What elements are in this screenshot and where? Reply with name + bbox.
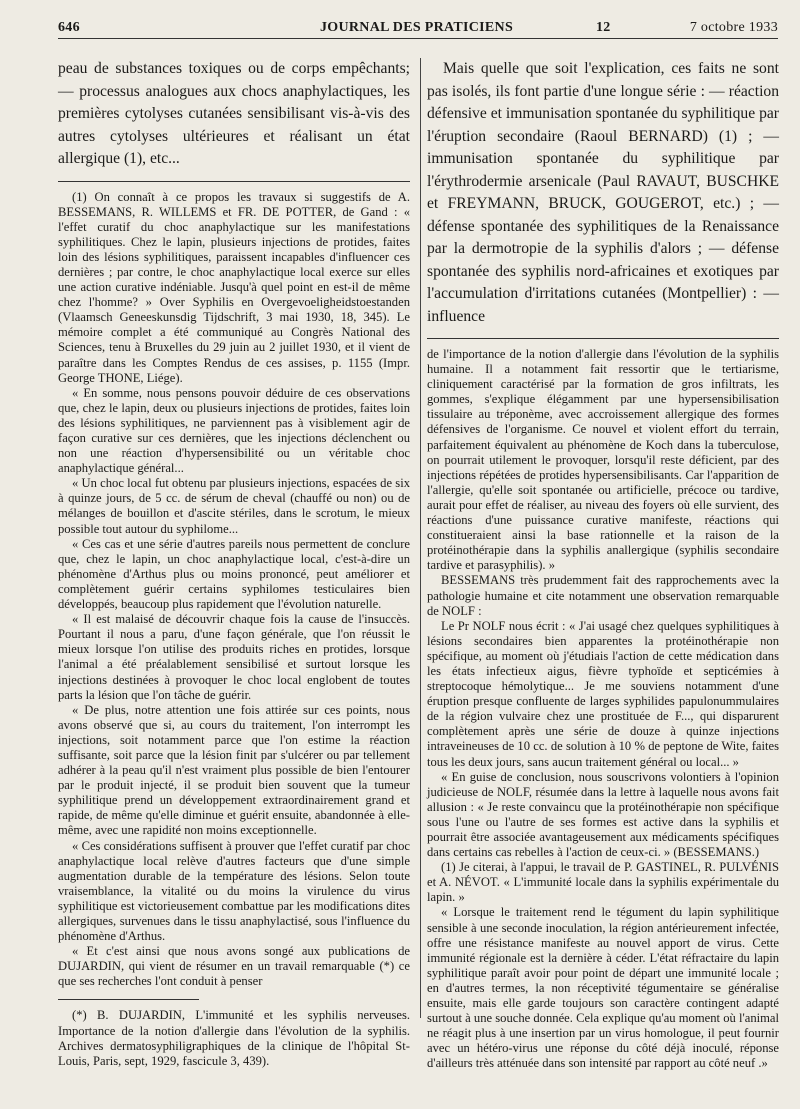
page-header	[58, 14, 778, 38]
journal-title: JOURNAL DES PRATICIENS	[320, 20, 514, 35]
left-note-paragraph: « Il est malaisé de découvrir chaque fois la cause de l'insuccès. Pourtant il nous a paru, d'une façon générale, que l'on réussit le mieux lorsque l'on utilise des produits riches en protides, lorsque l'animal a été préalablement sensibilisé et surtout lorsque les injections destinées à provoquer le choc local englobent de toutes parts la lésion que l'on tâche de guérir.	[58, 612, 410, 702]
left-note-paragraph: « En somme, nous pensons pouvoir déduire de ces observations que, chez le lapin, deux ou plusieurs injections de protides, faites loin des lésions syphilitiques, ne parviennent pas à visiblement agir de façon curative sur ces dernières, que les injections déclenchent ou non une réaction d'hypersensibilité ou un véritable choc anaphylactique général...	[58, 385, 410, 476]
issue-date: 7 octobre 1933	[689, 20, 778, 35]
left-note-paragraph: « Ces cas et une série d'autres pareils nous permettent de conclure que, chez le lapin, un choc anaphylactique local, c'est-à-dire un phénomène d'Arthus plus ou moins prononcé, peut améliorer et complètement guérir certains syphilomes testiculaires bien développés, beaucoup plus rapidement que l'évolution naturelle.	[58, 536, 410, 612]
right-note-paragraph: « En guise de conclusion, nous souscrivons volontiers à l'opinion judicieuse de NOLF, résumée dans la lettre à laquelle nous avons fait allusion : « Je reste convaincu que la protéinothérapie non spécifique sous l'une ou l'autre de ses formes est active dans la syphilis et pourrait être associée avantageusement aux médicaments spécifiques dans certains cas rebelles à l'action de ceux-ci. » (BESSEMANS.)	[427, 769, 779, 860]
right-column	[427, 58, 779, 1071]
left-separator	[58, 181, 410, 182]
page-number: 646	[58, 20, 80, 35]
left-note-paragraph: (1) On connaît à ce propos les travaux si suggestifs de A. BESSEMANS, R. WILLEMS et FR. DE POTTER, de Gand : « l'effet curatif du choc anaphylactique sur les manifestations syphilitiques. Chez le lapin, plusieurs injections de protides, faites loin des lésions syphilitiques, paraissent incapables d'influencer ces dernières ; par contre, le choc anaphylactique local exerce sur elles une action curative indéniable. Jusqu'à quel point en est-il de même chez l'homme? » Over Syphilis en Overgevoeligheidstoestanden (Vlaamsch Geneeskunsdig Tijdschrift, 3 mai 1930, 18, 345). Le mémoire complet a été communiqué au Congrès National des Sciences, tenu à Bruxelles du 29 juin au 2 juillet 1930, et il vient de paraître dans les Comptes Rendus de ces assises, p. 1155 (Impr. George THONE, Liége).	[58, 189, 410, 385]
right-note-paragraph: BESSEMANS très prudemment fait des rapprochements avec la pathologie humaine et cite notamment une observation remarquable de NOLF :	[427, 573, 779, 618]
issue-number: 12	[596, 20, 611, 35]
header-rule	[58, 38, 778, 39]
left-note-paragraph: « Ces considérations suffisent à prouver que l'effet curatif par choc anaphylactique local relève d'autres facteurs que d'une simple augmentation durable de la température des lésions. Selon toute vraisemblance, la vitalité ou du moins la virulence du virus syphilitique est victorieusement combattue par les modifications dites allergiques, survenues dans le tissu anaphylactisé, sous l'influence du phénomène d'Arthus.	[58, 838, 410, 944]
right-separator	[427, 338, 779, 339]
left-column	[58, 58, 410, 1068]
right-note-paragraph: Le Pr NOLF nous écrit : « J'ai usagé chez quelques syphilitiques à lésions secondaires bien apparentes la protéinothérapie non spécifique, au moment où j'étudiais l'action de cette médication dans les états infectieux aigus, fièvre typhoïde et septicémies à streptocoque hémolytique... Je me souviens notamment d'une éruption presque confluente de larges syphilides papulonummulaires de la région vulvaire chez une prostituée de F..., qui disparurent complètement après une série de douze à quinze injections intraveineuses de 10 cc. de solution à 10 % de peptone de Wite, faites tous les deux jours, sans aucun traitement général ou local... »	[427, 618, 779, 769]
right-note-paragraph: « Lorsque le traitement rend le tégument du lapin syphilitique sensible à une seconde inoculation, la région antérieurement infectée, offre une résistance manifeste au nouvel apport de virus. Cette immunité régionale est la dernière à céder. L'état réfractaire du lapin syphilitique paraît avoir pour point de départ une immunité locale ; en d'autres termes, la non réceptivité tégumentaire se généralise ensuite, mais elle garde toujours son caractère contingent adapté surtout à une souche donnée. Cela explique qu'au moment où l'animal ne réagit plus à une insertion par un virus homologue, il peut fournir avec un hétéro-virus une réponse du côté déjà inoculé, réponse d'ailleurs très atténuée dans son intensité par rapport au côté neuf .»	[427, 905, 779, 1071]
column-divider	[420, 58, 421, 1018]
left-note-paragraph: « Et c'est ainsi que nous avons songé aux publications de DUJARDIN, qui vient de résumer en un travail remarquable (*) ce que ses recherches l'ont conduit à penser	[58, 944, 410, 989]
footnote-separator	[58, 999, 199, 1000]
right-note-paragraph: de l'importance de la notion d'allergie dans l'évolution de la syphilis humaine. Il a notamment fait ressortir que le tertiarisme, cliniquement caractérisé par la formation de gros infiltrats, les gommes, s'explique élégamment par une hypersensibilisation tissulaire au tréponème, avec accroissement allergique des formes défensives de l'organisme. Ce nouvel et violent effort du terrain, parfaitement équivalent au phénomène de Koch dans la tuberculose, on pourrait utilement le provoquer, lorsqu'il reste déficient, par des injections répétées de protides hypersensibilisants. Car l'apparition de l'allergie, qu'elle soit spontanée ou artificielle, précoce ou tardive, aurait pour effet de réaliser, au niveau des foyers où elle survient, des réactions d'une puissance curative manifeste, réactions qui constitueraient ainsi la base rationnelle et la raison de la protéinothérapie dans la syphilis anallergique (syphilis secondaire tardive et parasyphilis). »	[427, 347, 779, 573]
right-main-paragraph: Mais quelle que soit l'explication, ces faits ne sont pas isolés, ils font partie d'une longue série : — réaction défensive et immunisation spontanée du syphilitique par l'éruption secondaire (Raoul BERNARD) (1) ; — immunisation spontanée du syphilitique par l'érythrodermie arsenicale (Paul RAVAUT, BUSCHKE et FREYMANN, BRUCK, GOUGEROT, etc.) ; — défense spontanée des syphilitiques de la Renaissance par la dermotropie de la syphilis d'alors ; — défense spontanée des syphilis nord-africaines et exotiques par l'accumulation d'irritations cutanées (Montpellier) : — influence	[427, 60, 779, 325]
left-note-paragraph: « Un choc local fut obtenu par plusieurs injections, espacées de six à quinze jours, de 5 cc. de sérum de cheval (chauffé ou non) ou de mélanges de bouillon et d'ascite stériles, dans le scrotum, le mieux possible tout autour du syphilome...	[58, 476, 410, 536]
left-footnote: (*) B. DUJARDIN, L'immunité et les syphilis nerveuses. Importance de la notion d'allergie dans l'évolution de la syphilis. Archives dermatosyphiligraphiques de la clinique de l'hôpital St-Louis, Paris, sept, 1929, fascicule 3, 439).	[58, 1008, 410, 1068]
right-note-paragraph: (1) Je citerai, à l'appui, le travail de P. GASTINEL, R. PULVÉNIS et A. NÉVOT. « L'immunité locale dans la syphilis expérimentale du lapin. »	[427, 860, 779, 905]
left-note-paragraph: « De plus, notre attention une fois attirée sur ces points, nous avons observé que si, au cours du traitement, l'on interrompt les injections, soit notamment parce que l'on estime la réaction suffisante, soit parce que la lésion finit par s'ulcérer ou par tellement adhérer à la peau qu'il n'est vraiment plus possible de bien l'entourer par le produit injecté, il se produit bien souvent que la tumeur syphilitique prend un développement extraordinairement grand et rapide, de même qu'elle diminue et guérit ensuite, abandonnée à elle-même, avec une rapidité non moins exceptionnelle.	[58, 702, 410, 838]
left-main-paragraph: peau de substances toxiques ou de corps empêchants; — processus analogues aux chocs anaphylactiques, les premières cytolyses cutanées sensibilisant vis-à-vis des autres cytolyses ultérieures et réalisant un état allergique (1), etc...	[58, 60, 410, 167]
